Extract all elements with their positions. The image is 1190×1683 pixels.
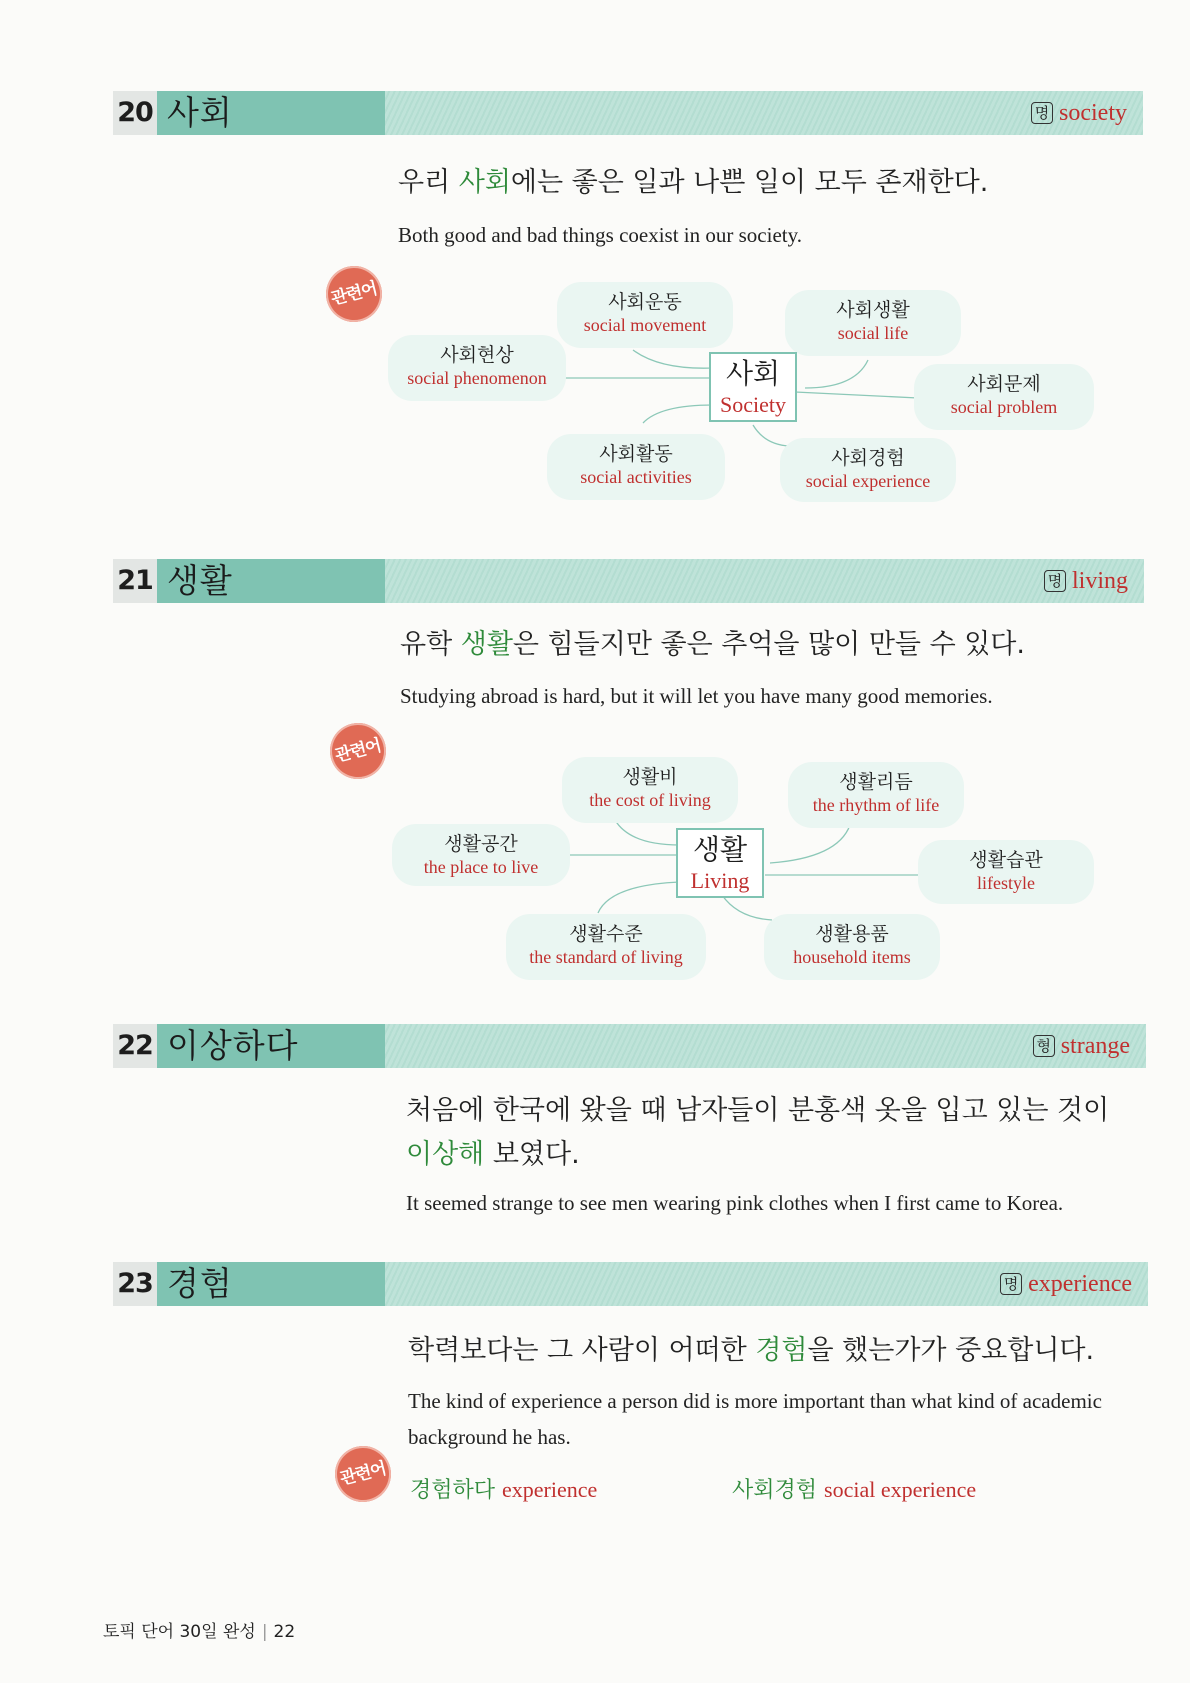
book-title: 토픽 단어 30일 완성 [103,1622,256,1642]
page-footer [103,1617,295,1642]
node-en: the cost of living [589,790,711,810]
map-node [764,914,940,980]
related-words-badge: 관련어 [324,717,392,785]
sentence-part: 유학 [400,629,461,660]
example-sentence-en-line1: The kind of experience a person did is more important than what kind of academic [408,1389,1102,1413]
example-sentence-ko-line2 [406,1132,580,1171]
example-sentence-ko [408,1328,1094,1367]
related-ko: 경험하다 [410,1478,496,1503]
meaning-text: experience [1028,1271,1132,1297]
node-ko: 사회경험 [831,447,905,469]
related-en: social experience [824,1477,977,1502]
related-words-badge: 관련어 [320,260,388,328]
footer-separator: | [261,1622,268,1642]
entry-meaning [1000,1262,1132,1306]
map-node [785,290,961,356]
node-en: the rhythm of life [812,795,940,815]
node-ko: 사회현상 [440,344,514,366]
map-center [709,352,797,422]
node-en: social movement [583,315,707,335]
meaning-text: living [1071,568,1128,594]
related-words-badge: 관련어 [329,1440,397,1508]
highlight-word: 사회 [458,167,511,198]
node-ko: 생활비 [622,766,678,788]
entry-word: 이상하다 [157,1024,385,1068]
node-ko: 사회활동 [599,443,673,465]
sentence-part: 보였다. [484,1139,580,1170]
sentence-part: 을 했는가가 중요합니다. [807,1335,1095,1366]
meaning-text: society [1059,100,1127,126]
map-node [392,824,570,886]
entry-number: 20 [113,91,157,135]
map-node [388,335,566,401]
center-ko: 생활 [692,833,748,866]
node-ko: 생활용품 [815,923,889,945]
entry-meaning [1044,559,1128,603]
example-sentence-ko [400,622,1025,661]
sentence-part: 학력보다는 그 사람이 어떠한 [408,1335,756,1366]
example-sentence-en: Both good and bad things coexist in our society. [398,223,803,247]
entry-header-21 [113,559,1144,603]
node-ko: 생활습관 [969,849,1043,871]
node-en: the standard of living [529,947,683,967]
pos-badge: 명 [1000,1273,1022,1295]
node-ko: 생활공간 [444,833,518,855]
node-ko: 생활리듬 [839,771,913,793]
entry-number: 22 [113,1024,157,1068]
entry-word: 생활 [157,559,385,603]
center-ko: 사회 [725,357,781,390]
entry-number: 23 [113,1262,157,1306]
pos-badge: 형 [1033,1035,1055,1057]
highlight-word: 경험 [755,1335,808,1366]
related-en: experience [502,1477,598,1502]
example-sentence-ko-line1: 처음에 한국에 왔을 때 남자들이 분홍색 옷을 입고 있는 것이 [406,1095,1110,1126]
map-center [676,828,764,898]
entry-header-22 [113,1024,1146,1068]
map-node [547,434,725,500]
page-number: 22 [273,1622,296,1642]
entry-meaning [1033,1024,1130,1068]
sentence-part: 에는 좋은 일과 나쁜 일이 모두 존재한다. [510,167,989,198]
pos-badge: 명 [1031,102,1053,124]
sentence-part: 은 힘들지만 좋은 추억을 많이 만들 수 있다. [512,629,1025,660]
node-ko: 사회생활 [836,299,910,321]
example-sentence-en-line2: background he has. [408,1425,571,1449]
map-node [780,438,956,502]
entry-word: 사회 [157,91,385,135]
node-ko: 사회운동 [608,291,682,313]
map-node [914,364,1094,430]
meaning-text: strange [1060,1033,1130,1059]
related-word [410,1473,597,1504]
entry-header-23 [113,1262,1148,1306]
map-node [788,762,964,828]
node-en: lifestyle [977,873,1035,893]
entry-word: 경험 [157,1262,385,1306]
node-en: household items [793,947,911,967]
map-node [506,914,706,980]
node-en: social activities [580,467,692,487]
node-ko: 사회문제 [967,373,1041,395]
center-en: Living [690,868,750,893]
map-node [557,282,733,348]
pos-badge: 명 [1044,570,1066,592]
sentence-part: 우리 [398,167,459,198]
node-ko: 생활수준 [569,923,643,945]
node-en: social experience [805,471,931,491]
related-word [732,1473,976,1504]
node-en: the place to live [423,857,539,877]
node-en: social phenomenon [407,368,547,388]
node-en: social life [837,323,909,343]
map-node [918,840,1094,904]
entry-number: 21 [113,559,157,603]
header-stripe [385,559,1144,603]
highlight-word: 생활 [460,629,513,660]
node-en: social problem [950,397,1058,417]
related-ko: 사회경험 [732,1478,818,1503]
highlight-word: 이상해 [406,1139,485,1170]
map-node [562,757,738,823]
example-sentence-en: Studying abroad is hard, but it will let you have many good memories. [400,684,993,708]
example-sentence-en: It seemed strange to see men wearing pink clothes when I first came to Korea. [406,1191,1064,1215]
center-en: Society [720,392,786,417]
